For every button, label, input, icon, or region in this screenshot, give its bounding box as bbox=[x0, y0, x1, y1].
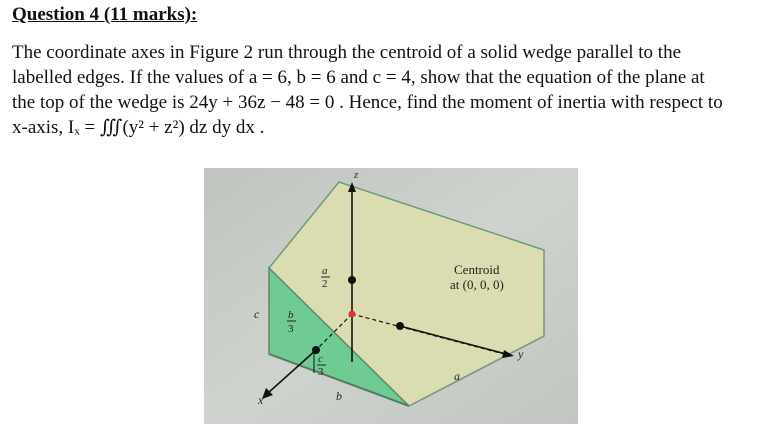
edge-b-label: b bbox=[336, 389, 342, 403]
frac-b3-numerator: b bbox=[288, 309, 294, 321]
y-axis-label: y bbox=[518, 347, 524, 361]
frac-a2-denominator: 2 bbox=[322, 278, 328, 290]
frac-c3-numerator: c bbox=[318, 353, 323, 365]
y-point bbox=[396, 322, 404, 330]
question-heading: Question 4 (11 marks): bbox=[12, 4, 198, 25]
wedge-figure bbox=[204, 168, 578, 424]
edge-c-label: c bbox=[254, 307, 260, 321]
centroid-label: Centroid bbox=[454, 262, 500, 277]
centroid-dot bbox=[349, 311, 356, 318]
frac-a2-numerator: a bbox=[322, 265, 328, 277]
question-line-3: the top of the wedge is 24y + 36z − 48 = 0 . Hence, find the moment of inertia with respect to bbox=[12, 92, 723, 113]
edge-a-label: a bbox=[454, 369, 460, 383]
wedge-diagram bbox=[204, 168, 578, 424]
x-axis-label: x bbox=[258, 393, 264, 407]
question-line-1: The coordinate axes in Figure 2 run through the centroid of a solid wedge parallel to the bbox=[12, 42, 682, 63]
frac-c3-denominator: 3 bbox=[318, 366, 324, 378]
z-axis-label: z bbox=[354, 169, 359, 181]
top-point bbox=[348, 276, 356, 284]
centroid-coords-label: at (0, 0, 0) bbox=[450, 277, 504, 292]
frac-b3-denominator: 3 bbox=[288, 323, 294, 335]
question-line-2: labelled edges. If the values of a = 6, b = 6 and c = 4, show that the equation of the plane at bbox=[12, 67, 705, 88]
question-line-4: x-axis, Iₓ = ∭(y² + z²) dz dy dx . bbox=[12, 117, 265, 138]
question-text bbox=[12, 40, 770, 140]
